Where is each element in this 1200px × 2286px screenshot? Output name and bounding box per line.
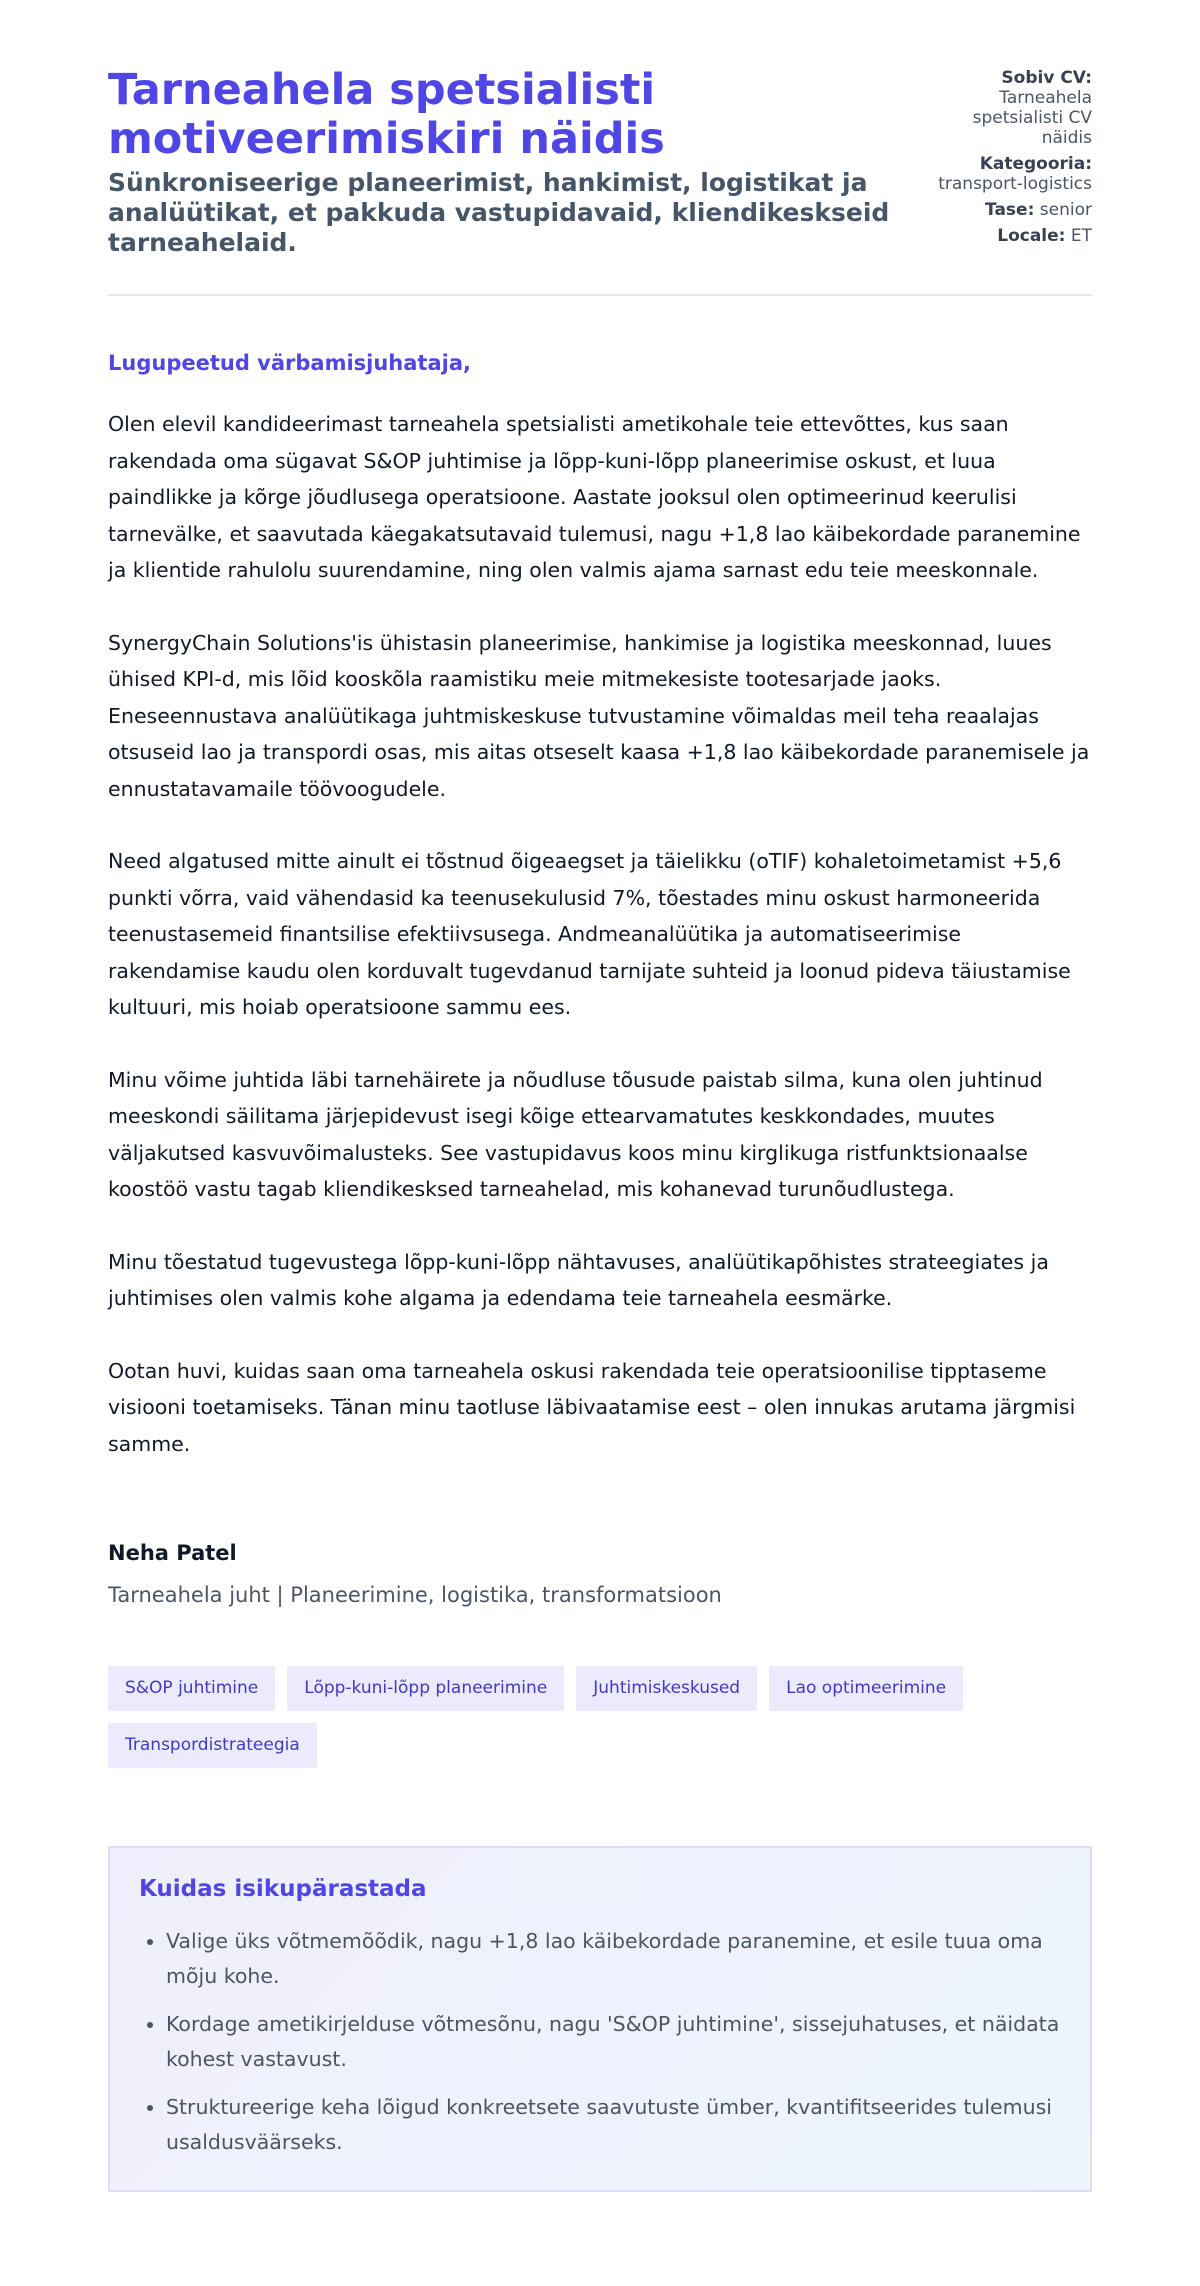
personalization-tips-box <box>108 1846 1092 2192</box>
letter-paragraph: Olen elevil kandideerimast tarneahela spetsialisti ametikohale teie ettevõttes, kus saan rakendada oma sügavat S&OP juhtimise ja lõpp-kuni-lõpp planeerimise oskust, et luua paindlikke ja kõrge jõudlusega operatsioone. Aastate jooksul olen optimeerinud keerulisi tarnevälke, et saavutada käegakatsutavaid tulemusi, nagu +1,8 lao käibekordade paranemine ja klientide rahulolu suurendamine, ning olen valmis ajama sarnast edu teie meeskonnale. <box>108 412 1081 582</box>
skill-tag: Transpordistrateegia <box>108 1723 317 1768</box>
meta-locale <box>917 226 1092 246</box>
meta-key: Sobiv CV: <box>1001 68 1092 88</box>
tip-item: • Struktureerige keha lõigud konkreetsete saavutuste ümber, kvantifitseerides tulemusi usaldusväärseks. <box>166 2090 1061 2160</box>
document-header <box>108 0 1092 296</box>
meta-key: Locale: <box>997 226 1066 246</box>
letter-paragraph: SynergyChain Solutions'is ühistasin planeerimise, hankimise ja logistika meeskonnad, luues ühised KPI-d, mis lõid kooskõla raamistiku meie mitmekesiste tootesarjade jaoks. Eneseennustava analüütikaga juhtmiskeskuse tutvustamine võimaldas meil teha reaalajas otsuseid lao ja transpordi osas, mis aitas otseselt kaasa +1,8 lao käibekordade paranemisele ja ennustatavamaile töövoogudele. <box>108 630 1090 801</box>
meta-category <box>917 154 1092 194</box>
meta-value: Tarneahela spetsialisti CV näidis <box>972 88 1092 148</box>
signature-name: Neha Patel <box>108 1541 237 1565</box>
letter-greeting: Lugupeetud värbamisjuhataja, <box>108 351 471 375</box>
skill-tag: S&OP juhtimine <box>108 1666 275 1711</box>
metadata-panel <box>917 68 1092 252</box>
letter-paragraph: Minu tõestatud tugevustega lõpp-kuni-lõpp nähtavuses, analüütikapõhistes strateegiates ja juhtimises olen valmis kohe algama ja edendama teie tarneahela eesmärke. <box>108 1249 1049 1310</box>
meta-matching-cv <box>917 68 1092 148</box>
meta-key: Kategooria: <box>979 154 1092 174</box>
meta-value: senior <box>1039 200 1092 220</box>
skill-tags <box>108 1666 1092 1768</box>
signature-role: Tarneahela juht | Planeerimine, logistika, transformatsioon <box>108 1583 722 1607</box>
letter-paragraph: Minu võime juhtida läbi tarnehäirete ja nõudluse tõusude paistab silma, kuna olen juhtinud meeskondi säilitama järjepidevust isegi kõige ettearvamatutes keskkondades, muutes väljakutsed kasvuvõimalusteks. See vastupidavus koos minu kirglikuga ristfunktsionaalse koostöö vastu tagab kliendikesksed tarneahelad, mis kohanevad turunõudlustega. <box>108 1067 1043 1201</box>
meta-value: ET <box>1070 226 1092 246</box>
letter-paragraph: Ootan huvi, kuidas saan oma tarneahela oskusi rakendada teie operatsioonilise tipptaseme visiooni toetamiseks. Tänan minu taotluse läbivaatamise eest – olen innukas arutama järgmisi samme. <box>108 1358 1076 1456</box>
page-title: Tarneahela spetsialisti motiveerimiskiri näidis <box>108 65 665 164</box>
meta-value: transport-logistics <box>938 174 1092 194</box>
skill-tag: Lõpp-kuni-lõpp planeerimine <box>287 1666 564 1711</box>
tips-list <box>139 1924 1061 2160</box>
page-subtitle: Sünkroniseerige planeerimist, hankimist, logistikat ja analüütikat, et pakkuda vastupidavaid, kliendikeskseid tarneahelaid. <box>108 168 890 257</box>
tip-item: • Valige üks võtmemõõdik, nagu +1,8 lao käibekordade paranemine, et esile tuua oma mõju kohe. <box>166 1924 1061 1994</box>
skill-tag: Juhtimiskeskused <box>576 1666 757 1711</box>
tip-item: • Kordage ametikirjelduse võtmesõnu, nagu 'S&OP juhtimine', sissejuhatuses, et näidata kohest vastavust. <box>166 2007 1061 2077</box>
letter-body <box>108 348 1092 1462</box>
meta-level <box>917 200 1092 220</box>
signature-block <box>108 1538 1092 1610</box>
meta-key: Tase: <box>985 200 1035 220</box>
skill-tag: Lao optimeerimine <box>769 1666 963 1711</box>
letter-paragraph: Need algatused mitte ainult ei tõstnud õigeaegset ja täielikku (oTIF) kohaletoimetamist +5,6 punkti võrra, vaid vähendasid ka teenusekulusid 7%, tõestades minu oskust harmoneerida teenustasemeid finantsilise efektiivsusega. Andmeanalüütika ja automatiseerimise rakendamise kaudu olen korduvalt tugevdanud tarnijate suhteid ja loonud pideva täiustamise kultuuri, mis hoiab operatsioone sammu ees. <box>108 849 1071 1019</box>
header-titles <box>108 66 908 258</box>
tips-title: Kuidas isikupärastada <box>139 1876 427 1902</box>
